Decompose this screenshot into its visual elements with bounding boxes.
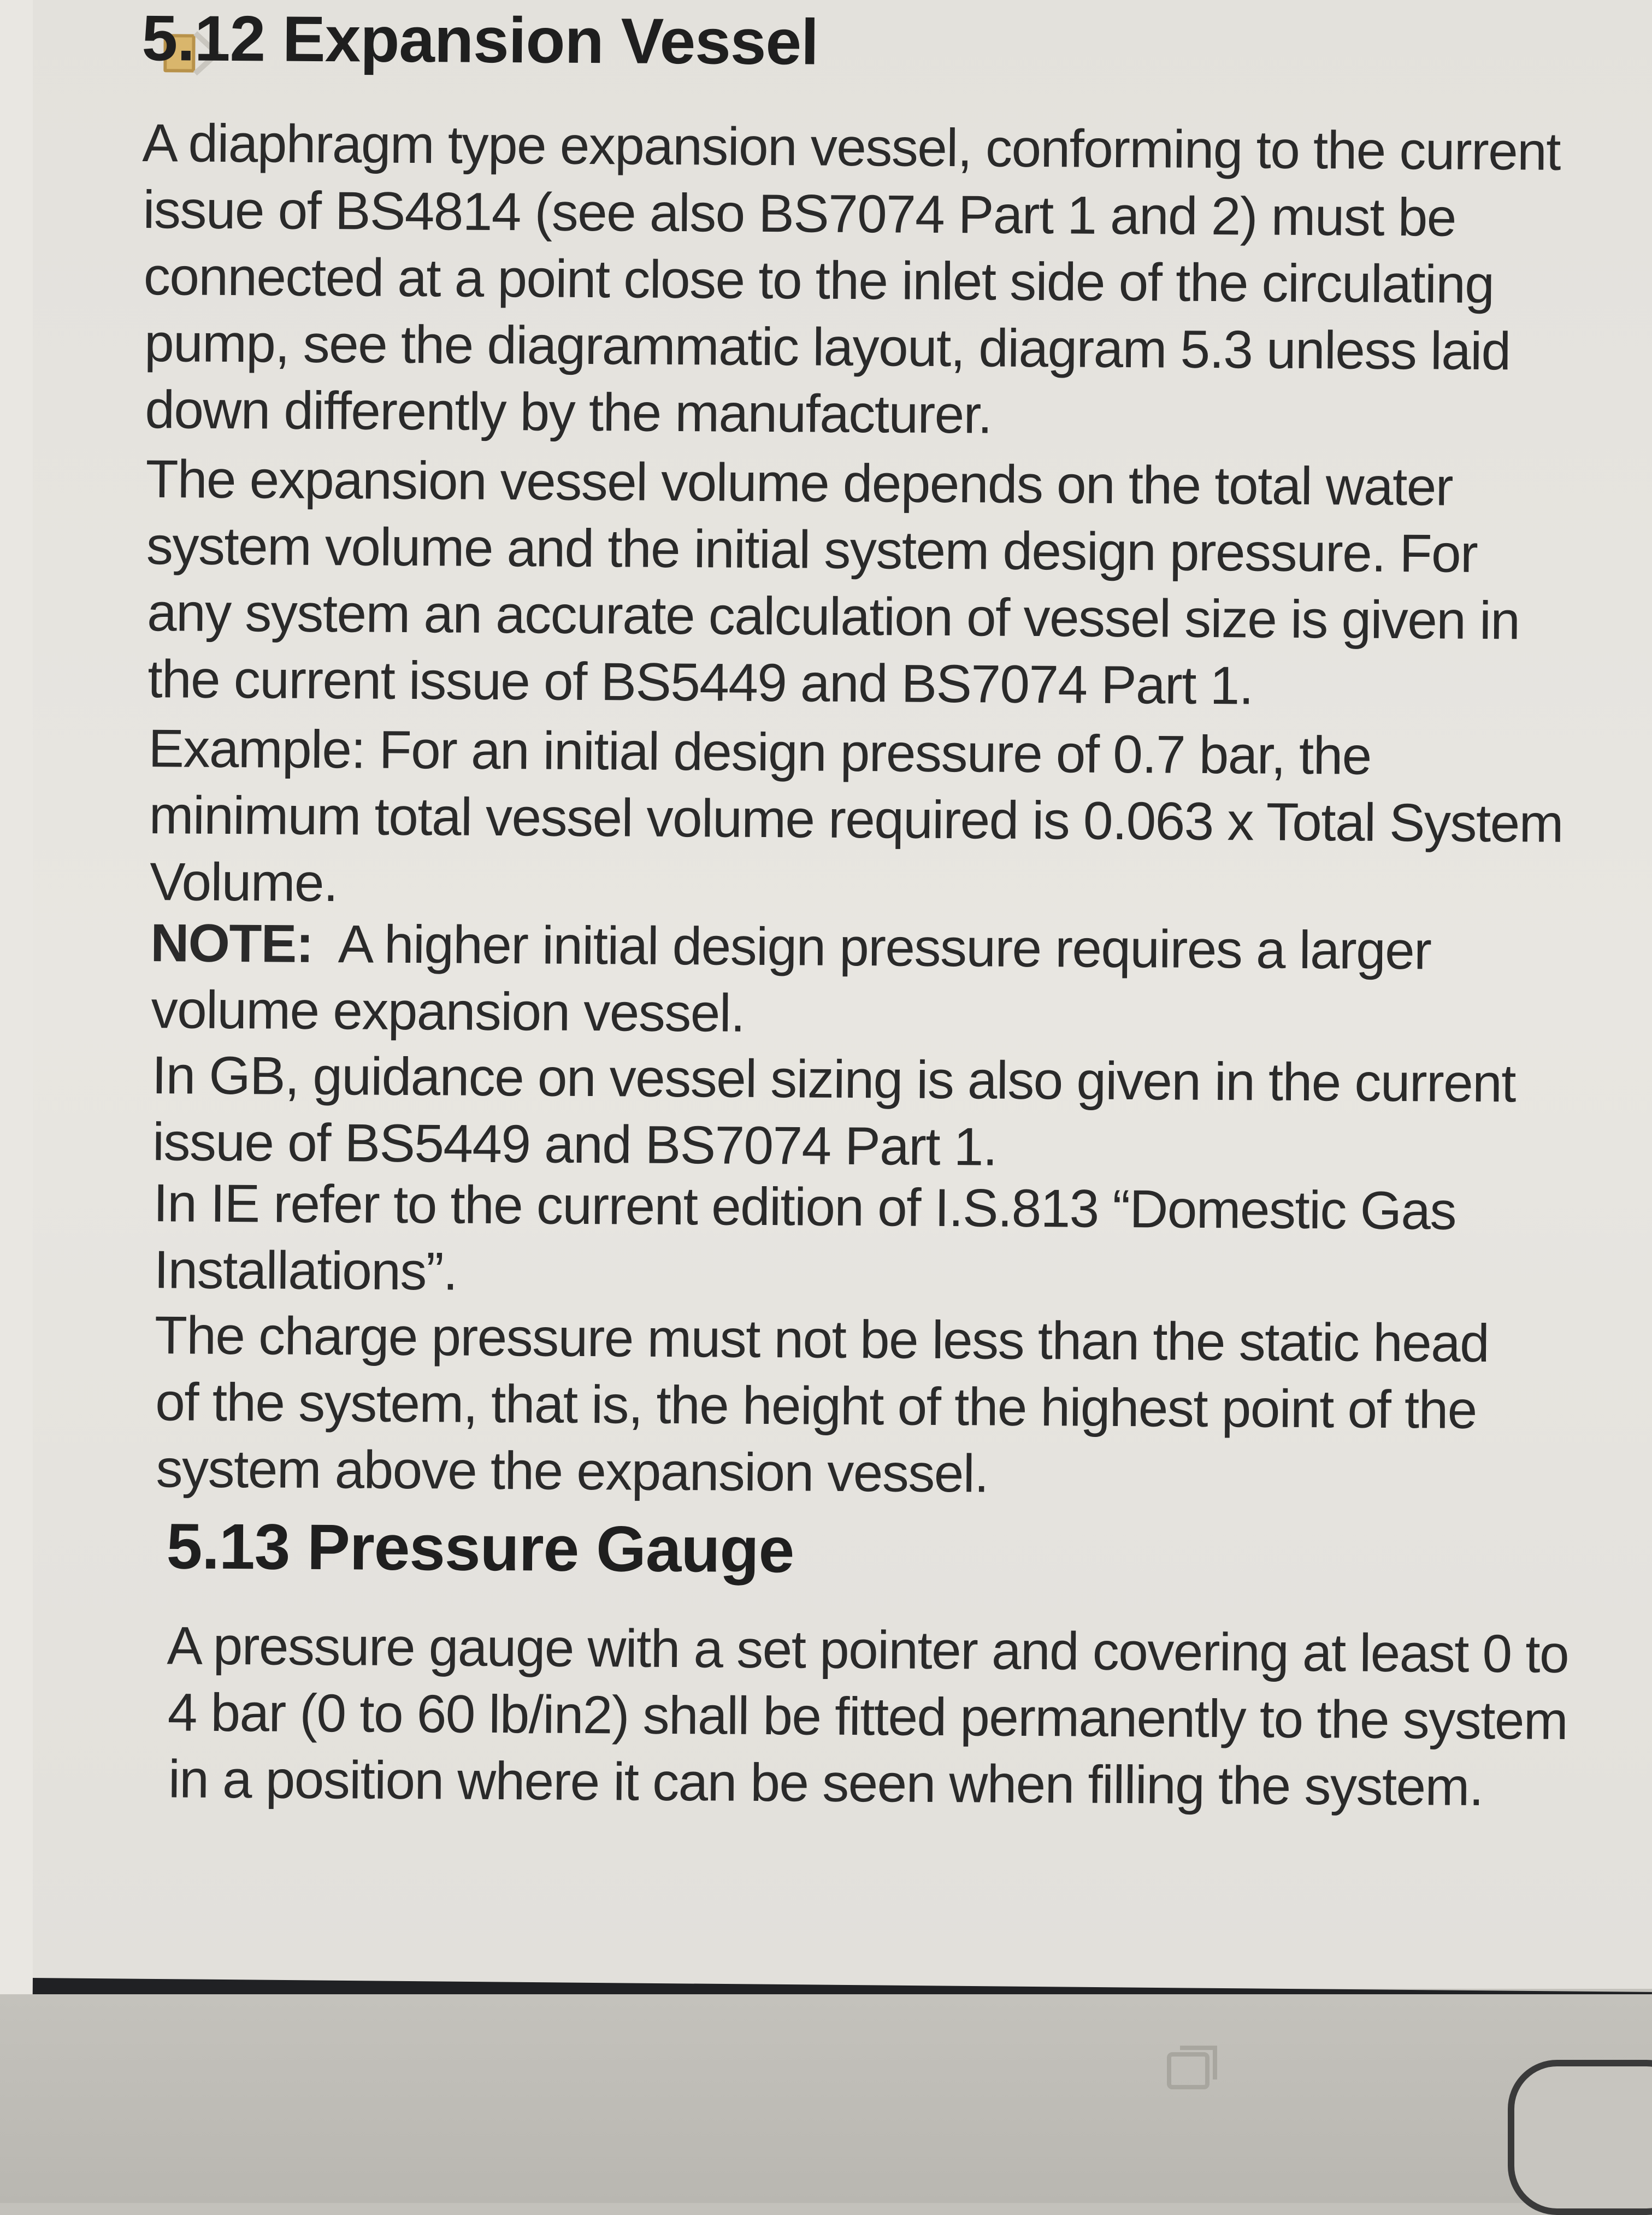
note-line: volume expansion vessel. [151, 979, 745, 1043]
device-bezel [0, 1994, 1652, 2203]
paragraph-line: system volume and the initial system design pressure. For [146, 515, 1478, 584]
paragraph-line: The charge pressure must not be less than the static head [154, 1305, 1489, 1374]
section-heading-5-12: 5.12 Expansion Vessel [141, 2, 819, 79]
paragraph-line: A diaphragm type expansion vessel, conforming to the current [142, 113, 1561, 181]
paragraph-line: in a position where it can be seen when filling the system. [168, 1748, 1483, 1817]
paragraph-line: down differently by the manufacturer. [145, 379, 992, 445]
paragraph-line: issue of BS4814 (see also BS7074 Part 1 and 2) must be [143, 179, 1456, 248]
paragraph-line: A pressure gauge with a set pointer and covering at least 0 to [167, 1615, 1569, 1684]
paragraph-line: Example: For an initial design pressure of 0.7 bar, the [148, 718, 1372, 786]
note-line [150, 909, 1431, 983]
paragraph-line: any system an accurate calculation of vessel size is given in [146, 582, 1520, 651]
paragraph-line: In GB, guidance on vessel sizing is also given in the current [151, 1045, 1516, 1114]
note-label: NOTE: [150, 912, 314, 974]
paragraph-line: system above the expansion vessel. [156, 1438, 989, 1504]
paragraph-line: pump, see the diagrammatic layout, diagram 5.3 unless laid [144, 313, 1511, 381]
note-text: A higher initial design pressure requires a larger [338, 914, 1431, 981]
paragraph-line: Volume. [149, 851, 338, 913]
paragraph-line: of the system, that is, the height of the highest point of the [155, 1371, 1477, 1440]
screen-left-edge [0, 0, 33, 2203]
paragraph-line: minimum total vessel volume required is 0.063 x Total System [149, 785, 1564, 853]
paragraph-line: issue of BS5449 and BS7074 Part 1. [152, 1111, 997, 1177]
paragraph-line: connected at a point close to the inlet side of the circulating [143, 246, 1494, 315]
paragraph-line: In IE refer to the current edition of I.S.813 “Domestic Gas [153, 1173, 1456, 1241]
paragraph-line: Installations”. [154, 1239, 458, 1301]
paragraph-line: The expansion vessel volume depends on the total water [145, 449, 1453, 517]
section-heading-5-13: 5.13 Pressure Gauge [166, 1510, 794, 1587]
home-button-icon[interactable] [1508, 2060, 1652, 2215]
paragraph-line: 4 bar (0 to 60 lb/in2) shall be fitted permanently to the system [167, 1682, 1568, 1751]
paragraph-line: the current issue of BS5449 and BS7074 Part 1. [148, 649, 1253, 716]
